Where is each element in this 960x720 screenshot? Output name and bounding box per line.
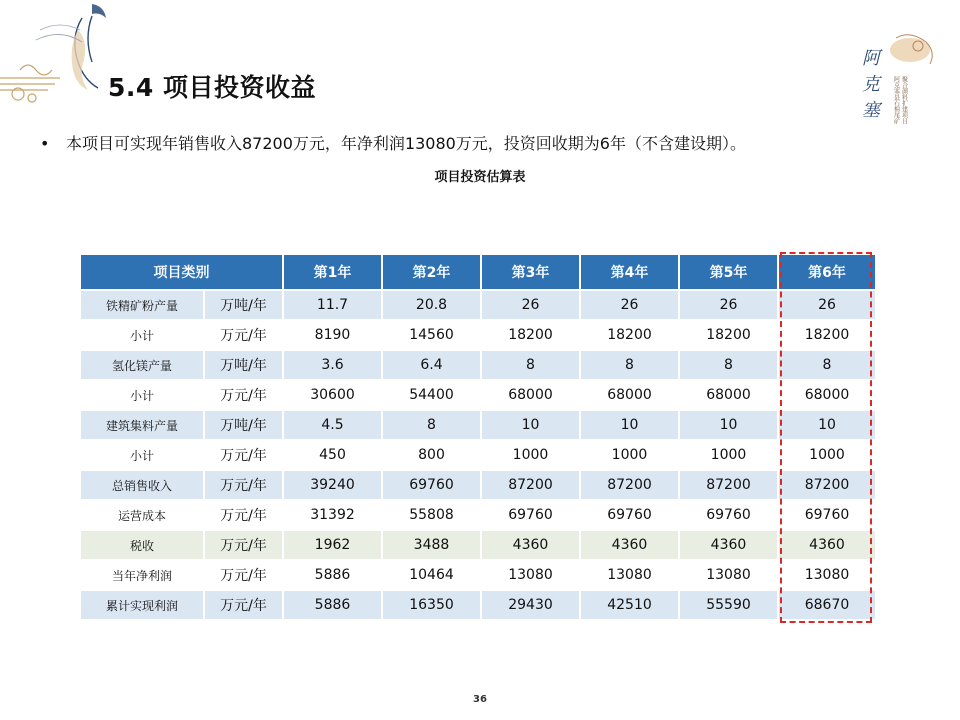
cell-year-1: 5886 — [283, 590, 382, 620]
cell-year-4: 4360 — [580, 530, 679, 560]
row-category: 累计实现利润 — [80, 590, 204, 620]
cell-year-2: 3488 — [382, 530, 481, 560]
cell-year-4: 10 — [580, 410, 679, 440]
row-unit: 万吨/年 — [204, 350, 283, 380]
page-number: 36 — [473, 694, 487, 705]
row-unit: 万吨/年 — [204, 410, 283, 440]
cell-year-3: 18200 — [481, 320, 580, 350]
cell-year-5: 26 — [679, 290, 778, 320]
cell-year-5: 1000 — [679, 440, 778, 470]
row-unit: 万元/年 — [204, 440, 283, 470]
header-year-6: 第6年 — [778, 254, 876, 290]
row-category: 铁精矿粉产量 — [80, 290, 204, 320]
cell-year-1: 39240 — [283, 470, 382, 500]
cell-year-5: 69760 — [679, 500, 778, 530]
row-category: 建筑集料产量 — [80, 410, 204, 440]
header-year-5: 第5年 — [679, 254, 778, 290]
svg-text:阿克塞县石棉尾矿: 阿克塞县石棉尾矿 — [892, 76, 900, 124]
cell-year-2: 55808 — [382, 500, 481, 530]
row-category: 小计 — [80, 380, 204, 410]
cell-year-2: 6.4 — [382, 350, 481, 380]
page-title: 5.4 项目投资收益 — [108, 73, 316, 102]
table-row — [80, 290, 876, 320]
header-year-3: 第3年 — [481, 254, 580, 290]
cell-year-6: 26 — [778, 290, 876, 320]
table-row — [80, 410, 876, 440]
row-category: 运营成本 — [80, 500, 204, 530]
cell-year-4: 87200 — [580, 470, 679, 500]
row-unit: 万元/年 — [204, 320, 283, 350]
svg-text:聚合颜料扩建项目: 聚合颜料扩建项目 — [900, 76, 908, 124]
cell-year-6: 1000 — [778, 440, 876, 470]
cell-year-5: 13080 — [679, 560, 778, 590]
row-category: 小计 — [80, 440, 204, 470]
row-category: 税收 — [80, 530, 204, 560]
row-category: 当年净利润 — [80, 560, 204, 590]
cell-year-6: 18200 — [778, 320, 876, 350]
header-category: 项目类别 — [80, 254, 283, 290]
cell-year-3: 1000 — [481, 440, 580, 470]
cell-year-1: 1962 — [283, 530, 382, 560]
row-unit: 万吨/年 — [204, 290, 283, 320]
cell-year-2: 69760 — [382, 470, 481, 500]
row-unit: 万元/年 — [204, 560, 283, 590]
table-row — [80, 470, 876, 500]
row-unit: 万元/年 — [204, 530, 283, 560]
cell-year-2: 8 — [382, 410, 481, 440]
cell-year-2: 800 — [382, 440, 481, 470]
row-unit: 万元/年 — [204, 500, 283, 530]
cell-year-5: 87200 — [679, 470, 778, 500]
cell-year-6: 68670 — [778, 590, 876, 620]
cell-year-2: 20.8 — [382, 290, 481, 320]
cell-year-2: 14560 — [382, 320, 481, 350]
table-row — [80, 500, 876, 530]
cell-year-4: 1000 — [580, 440, 679, 470]
table-header-row — [80, 254, 876, 290]
summary-text: 本项目可实现年销售收入87200万元，年净利润13080万元，投资回收期为6年（不含建设期）。 — [66, 134, 746, 153]
cell-year-2: 54400 — [382, 380, 481, 410]
cell-year-1: 11.7 — [283, 290, 382, 320]
row-unit: 万元/年 — [204, 380, 283, 410]
logo-text-3: 塞 — [862, 100, 880, 121]
cell-year-5: 55590 — [679, 590, 778, 620]
table-row — [80, 350, 876, 380]
row-unit: 万元/年 — [204, 590, 283, 620]
table-caption: 项目投资估算表 — [434, 170, 526, 185]
logo-text-1: 阿 — [862, 48, 880, 69]
project-logo-seal — [848, 28, 948, 138]
logo-text-2: 克 — [862, 74, 880, 95]
cell-year-5: 10 — [679, 410, 778, 440]
cell-year-2: 10464 — [382, 560, 481, 590]
cell-year-3: 87200 — [481, 470, 580, 500]
cell-year-6: 87200 — [778, 470, 876, 500]
cell-year-1: 5886 — [283, 560, 382, 590]
cell-year-5: 8 — [679, 350, 778, 380]
table-row — [80, 440, 876, 470]
cell-year-1: 4.5 — [283, 410, 382, 440]
header-year-4: 第4年 — [580, 254, 679, 290]
table-row — [80, 590, 876, 620]
cell-year-6: 4360 — [778, 530, 876, 560]
cell-year-4: 13080 — [580, 560, 679, 590]
cell-year-6: 10 — [778, 410, 876, 440]
cell-year-1: 30600 — [283, 380, 382, 410]
cell-year-1: 31392 — [283, 500, 382, 530]
cell-year-5: 4360 — [679, 530, 778, 560]
cell-year-4: 42510 — [580, 590, 679, 620]
cell-year-4: 18200 — [580, 320, 679, 350]
cell-year-1: 450 — [283, 440, 382, 470]
investment-estimate-table — [79, 253, 875, 621]
cell-year-6: 8 — [778, 350, 876, 380]
cell-year-4: 68000 — [580, 380, 679, 410]
cell-year-5: 18200 — [679, 320, 778, 350]
cell-year-1: 3.6 — [283, 350, 382, 380]
cell-year-3: 13080 — [481, 560, 580, 590]
cell-year-1: 8190 — [283, 320, 382, 350]
cell-year-6: 13080 — [778, 560, 876, 590]
table-row — [80, 380, 876, 410]
row-category: 小计 — [80, 320, 204, 350]
cell-year-3: 29430 — [481, 590, 580, 620]
cell-year-3: 68000 — [481, 380, 580, 410]
table-row — [80, 320, 876, 350]
cell-year-3: 69760 — [481, 500, 580, 530]
row-category: 氢化镁产量 — [80, 350, 204, 380]
bullet-marker: • — [40, 134, 50, 153]
header-year-2: 第2年 — [382, 254, 481, 290]
cell-year-2: 16350 — [382, 590, 481, 620]
cell-year-6: 68000 — [778, 380, 876, 410]
row-unit: 万元/年 — [204, 470, 283, 500]
cell-year-6: 69760 — [778, 500, 876, 530]
cell-year-3: 10 — [481, 410, 580, 440]
cell-year-4: 26 — [580, 290, 679, 320]
cell-year-4: 69760 — [580, 500, 679, 530]
header-year-1: 第1年 — [283, 254, 382, 290]
cell-year-5: 68000 — [679, 380, 778, 410]
row-category: 总销售收入 — [80, 470, 204, 500]
table-row — [80, 560, 876, 590]
summary-bullet — [40, 131, 746, 154]
cell-year-4: 8 — [580, 350, 679, 380]
cell-year-3: 8 — [481, 350, 580, 380]
cell-year-3: 26 — [481, 290, 580, 320]
table-row — [80, 530, 876, 560]
cell-year-3: 4360 — [481, 530, 580, 560]
